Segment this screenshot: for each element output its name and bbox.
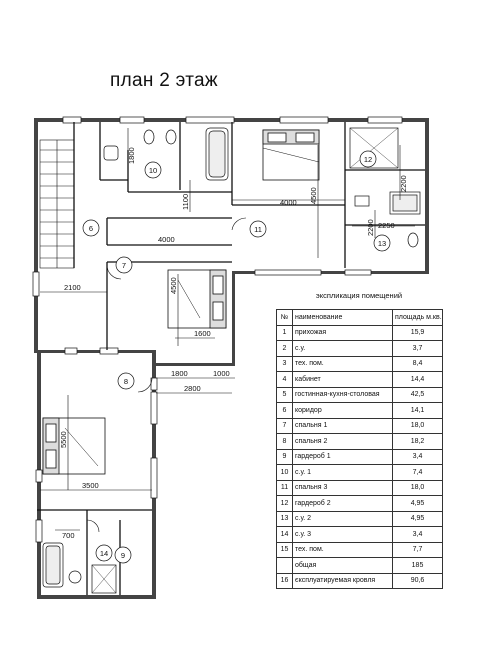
row-area: 7,7 — [393, 542, 443, 558]
table-row — [277, 496, 443, 512]
table-row — [277, 558, 443, 574]
row-name: общая — [293, 558, 393, 574]
row-name: спальня 2 — [293, 434, 393, 450]
dim-2200-a: 2200 — [399, 175, 408, 192]
dim-1800-bot: 1800 — [171, 369, 188, 378]
row-number: 12 — [277, 496, 293, 512]
dim-2800: 2800 — [184, 384, 201, 393]
row-area: 4,95 — [393, 496, 443, 512]
dim-1000: 1000 — [213, 369, 230, 378]
dim-4000-mid: 4000 — [158, 235, 175, 244]
table-row — [277, 573, 443, 589]
row-name: спальня 3 — [293, 480, 393, 496]
row-number: 2 — [277, 341, 293, 357]
row-area: 3,4 — [393, 527, 443, 543]
dim-1800-top: 1800 — [127, 147, 136, 164]
header-name: наименование — [293, 310, 393, 326]
table-row — [277, 356, 443, 372]
dim-4500-top: 4500 — [309, 187, 318, 204]
row-name: с.у. 2 — [293, 511, 393, 527]
bed-room-11 — [263, 130, 319, 180]
room-number-12: 12 — [363, 155, 373, 164]
row-number: 16 — [277, 573, 293, 589]
row-area: 18,2 — [393, 434, 443, 450]
row-number: 6 — [277, 403, 293, 419]
row-number: 13 — [277, 511, 293, 527]
header-number: № — [277, 310, 293, 326]
row-area: 4,95 — [393, 511, 443, 527]
table-row — [277, 325, 443, 341]
row-number: 3 — [277, 356, 293, 372]
dim-2250: 2250 — [378, 221, 395, 230]
dim-1600: 1600 — [194, 329, 211, 338]
row-area: 18,0 — [393, 480, 443, 496]
row-name: спальня 1 — [293, 418, 393, 434]
row-number: 4 — [277, 372, 293, 388]
row-number: 14 — [277, 527, 293, 543]
row-area: 90,6 — [393, 573, 443, 589]
table-row — [277, 542, 443, 558]
row-name: гардероб 1 — [293, 449, 393, 465]
row-area: 3,4 — [393, 449, 443, 465]
row-name: єксплуатируемая кровля — [293, 573, 393, 589]
dim-3500: 3500 — [82, 481, 99, 490]
table-row — [277, 341, 443, 357]
row-name: тех. пом. — [293, 542, 393, 558]
row-number: 10 — [277, 465, 293, 481]
explication-table — [276, 309, 443, 589]
row-area: 14,4 — [393, 372, 443, 388]
header-area: площадь м.кв. — [393, 310, 443, 326]
row-name: гостинная-кухня-столовая — [293, 387, 393, 403]
room-number-13: 13 — [377, 239, 387, 248]
row-area: 3,7 — [393, 341, 443, 357]
dim-4000-top: 4000 — [280, 198, 297, 207]
room-number-6: 6 — [88, 224, 94, 233]
row-area: 18,0 — [393, 418, 443, 434]
table-row — [277, 418, 443, 434]
dim-5500: 5500 — [59, 431, 68, 448]
room-number-10: 10 — [148, 166, 158, 175]
row-name: с.у. 3 — [293, 527, 393, 543]
table-row — [277, 387, 443, 403]
plan-title: план 2 этаж — [110, 70, 218, 91]
row-name: тех. пом. — [293, 356, 393, 372]
row-area: 15,9 — [393, 325, 443, 341]
row-area: 7,4 — [393, 465, 443, 481]
bed-room-8 — [43, 418, 105, 474]
table-row — [277, 511, 443, 527]
row-area: 42,5 — [393, 387, 443, 403]
stairs — [40, 140, 74, 268]
room-number-8: 8 — [123, 377, 129, 386]
row-name: прихожая — [293, 325, 393, 341]
dim-700: 700 — [62, 531, 75, 540]
dim-1100: 1100 — [181, 193, 190, 210]
row-number: 15 — [277, 542, 293, 558]
room-number-7: 7 — [121, 261, 127, 270]
explication-body — [277, 325, 443, 589]
dim-2100: 2100 — [64, 283, 81, 292]
row-area: 8,4 — [393, 356, 443, 372]
row-number: 1 — [277, 325, 293, 341]
room-number-11: 11 — [254, 225, 262, 234]
dim-2200-b: 2200 — [366, 219, 375, 236]
room-number-14: 14 — [99, 549, 109, 558]
row-name: кабинет — [293, 372, 393, 388]
row-number: 11 — [277, 480, 293, 496]
room-number-9: 9 — [120, 551, 126, 560]
explication-title: экспликация помещений — [315, 291, 403, 300]
row-number: 9 — [277, 449, 293, 465]
explication-header-row — [277, 310, 443, 326]
row-number — [277, 558, 293, 574]
table-row — [277, 449, 443, 465]
table-row — [277, 403, 443, 419]
table-row — [277, 465, 443, 481]
table-row — [277, 527, 443, 543]
table-row — [277, 372, 443, 388]
row-area: 14,1 — [393, 403, 443, 419]
row-number: 5 — [277, 387, 293, 403]
row-name: с.у. 1 — [293, 465, 393, 481]
row-number: 7 — [277, 418, 293, 434]
row-name: гардероб 2 — [293, 496, 393, 512]
table-row — [277, 480, 443, 496]
dim-4500-mid: 4500 — [169, 277, 178, 294]
row-name: с.у. — [293, 341, 393, 357]
row-number: 8 — [277, 434, 293, 450]
table-row — [277, 434, 443, 450]
row-name: коридор — [293, 403, 393, 419]
row-area: 185 — [393, 558, 443, 574]
